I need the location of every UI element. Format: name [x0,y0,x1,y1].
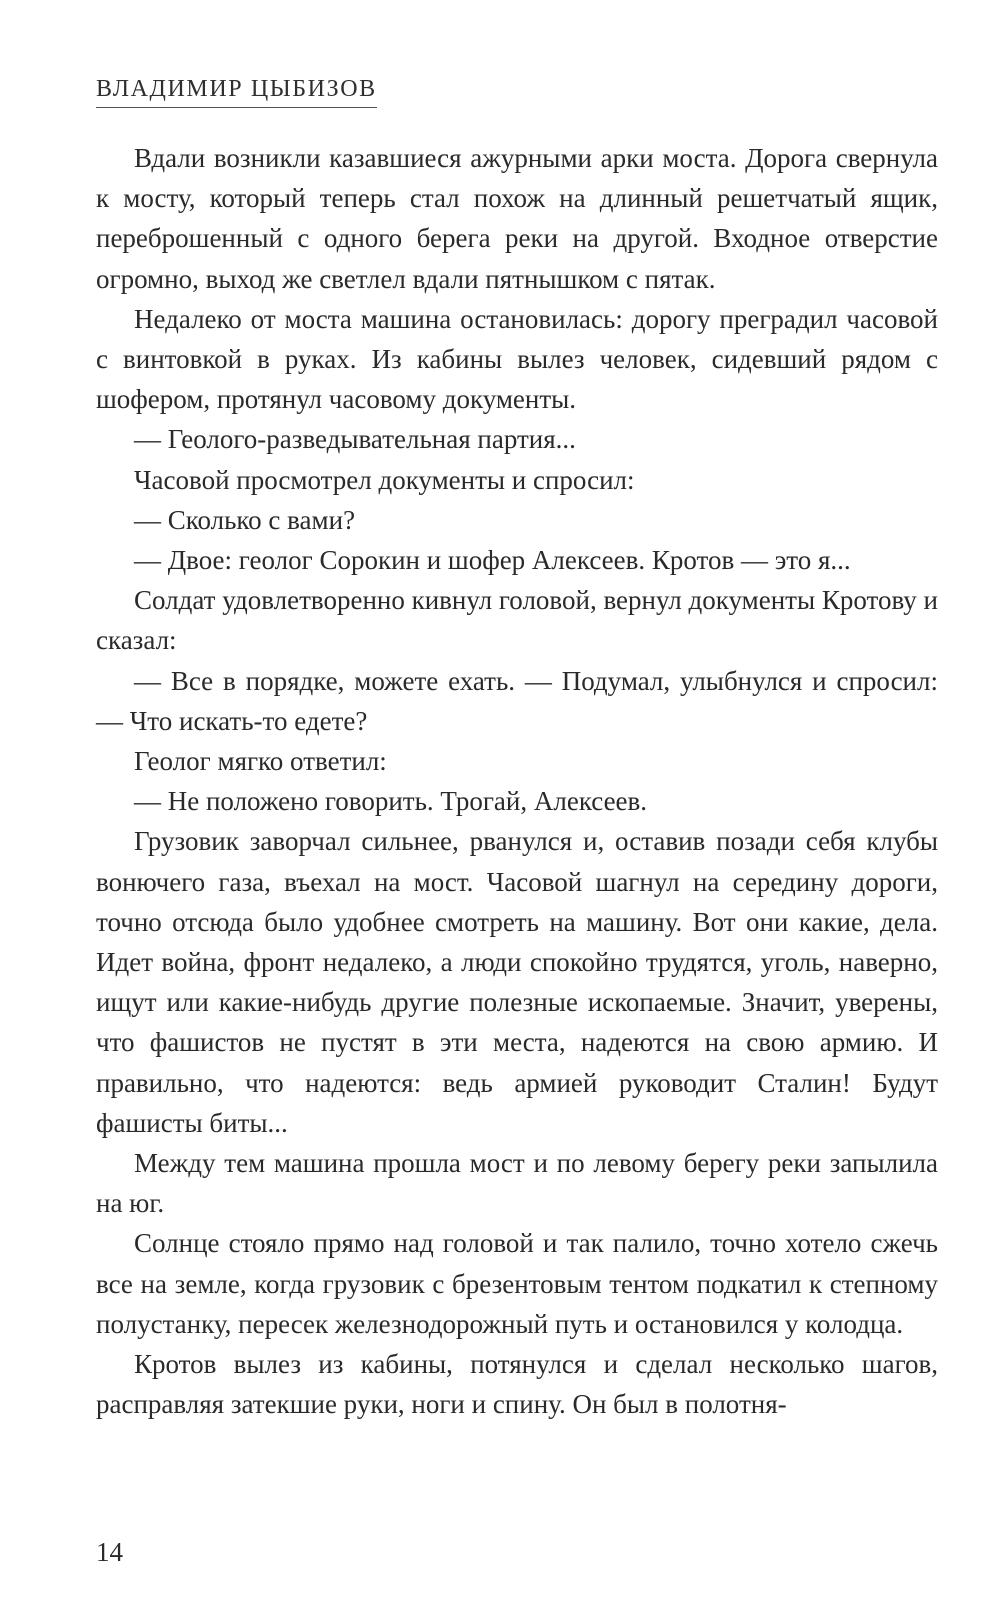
paragraph: Кротов вылез из кабины, потянулся и сделал несколько шагов, расправляя затекшие руки, ноги и спину. Он был в полотня- [96,1349,938,1420]
paragraph: — Все в порядке, можете ехать. — Подумал, улыбнулся и спросил: — Что искать-то едете? [96,665,938,736]
paragraph: Солдат удовлетворенно кивнул головой, вернул документы Кротову и сказал: [96,585,938,656]
paragraph: — Двое: геолог Сорокин и шофер Алексеев. Кротов — это я... [134,545,851,576]
running-header: ВЛАДИМИР ЦЫБИЗОВ [96,74,377,108]
paragraph: Часовой просмотрел документы и спросил: [134,464,635,495]
paragraph: — Не положено говорить. Трогай, Алексеев. [134,786,648,817]
paragraph: Недалеко от моста машина остановилась: дорогу преградил часовой с винтовкой в руках. Из кабины вылез человек, сидевший рядом с шофером, протянул часовому документы. [96,303,938,415]
paragraph: — Сколько с вами? [134,504,356,535]
text-body [96,138,938,1425]
paragraph: Вдали возникли казавшиеся ажурными арки моста. Дорога свернула к мосту, который теперь стал похож на длинный решетчатый ящик, переброшенный с одного берега реки на другой. Входное отверстие огромно, выход же светлел вдали пятнышком с пятак. [96,143,938,294]
paragraph: — Геолого-разведывательная партия... [134,424,576,455]
paragraph: Солнце стояло прямо над головой и так палило, точно хотело сжечь все на земле, когда грузовик с брезентовым тентом подкатил к степному полустанку, пересек железнодорожный путь и остановился у колодца. [96,1228,938,1339]
page-number: 14 [96,1537,123,1567]
paragraph: Грузовик заворчал сильнее, рванулся и, оставив позади себя клубы вонючего газа, въехал на мост. Часовой шагнул на середину дороги, точно отсюда было удобнее смотреть на машину. Вот они какие, дела. Идет война, фронт недалеко, а люди спокойно трудятся, уголь, наверно, ищут или какие-нибудь другие полезные ископаемые. Значит, уверены, что фашистов не пустят в эти места, надеются на свою армию. И правильно, что надеются: ведь армией руководит Сталин! Будут фашисты биты... [96,826,938,1138]
paragraph: Между тем машина прошла мост и по левому берегу реки запылила на юг. [96,1148,938,1219]
paragraph: Геолог мягко ответил: [134,746,387,777]
